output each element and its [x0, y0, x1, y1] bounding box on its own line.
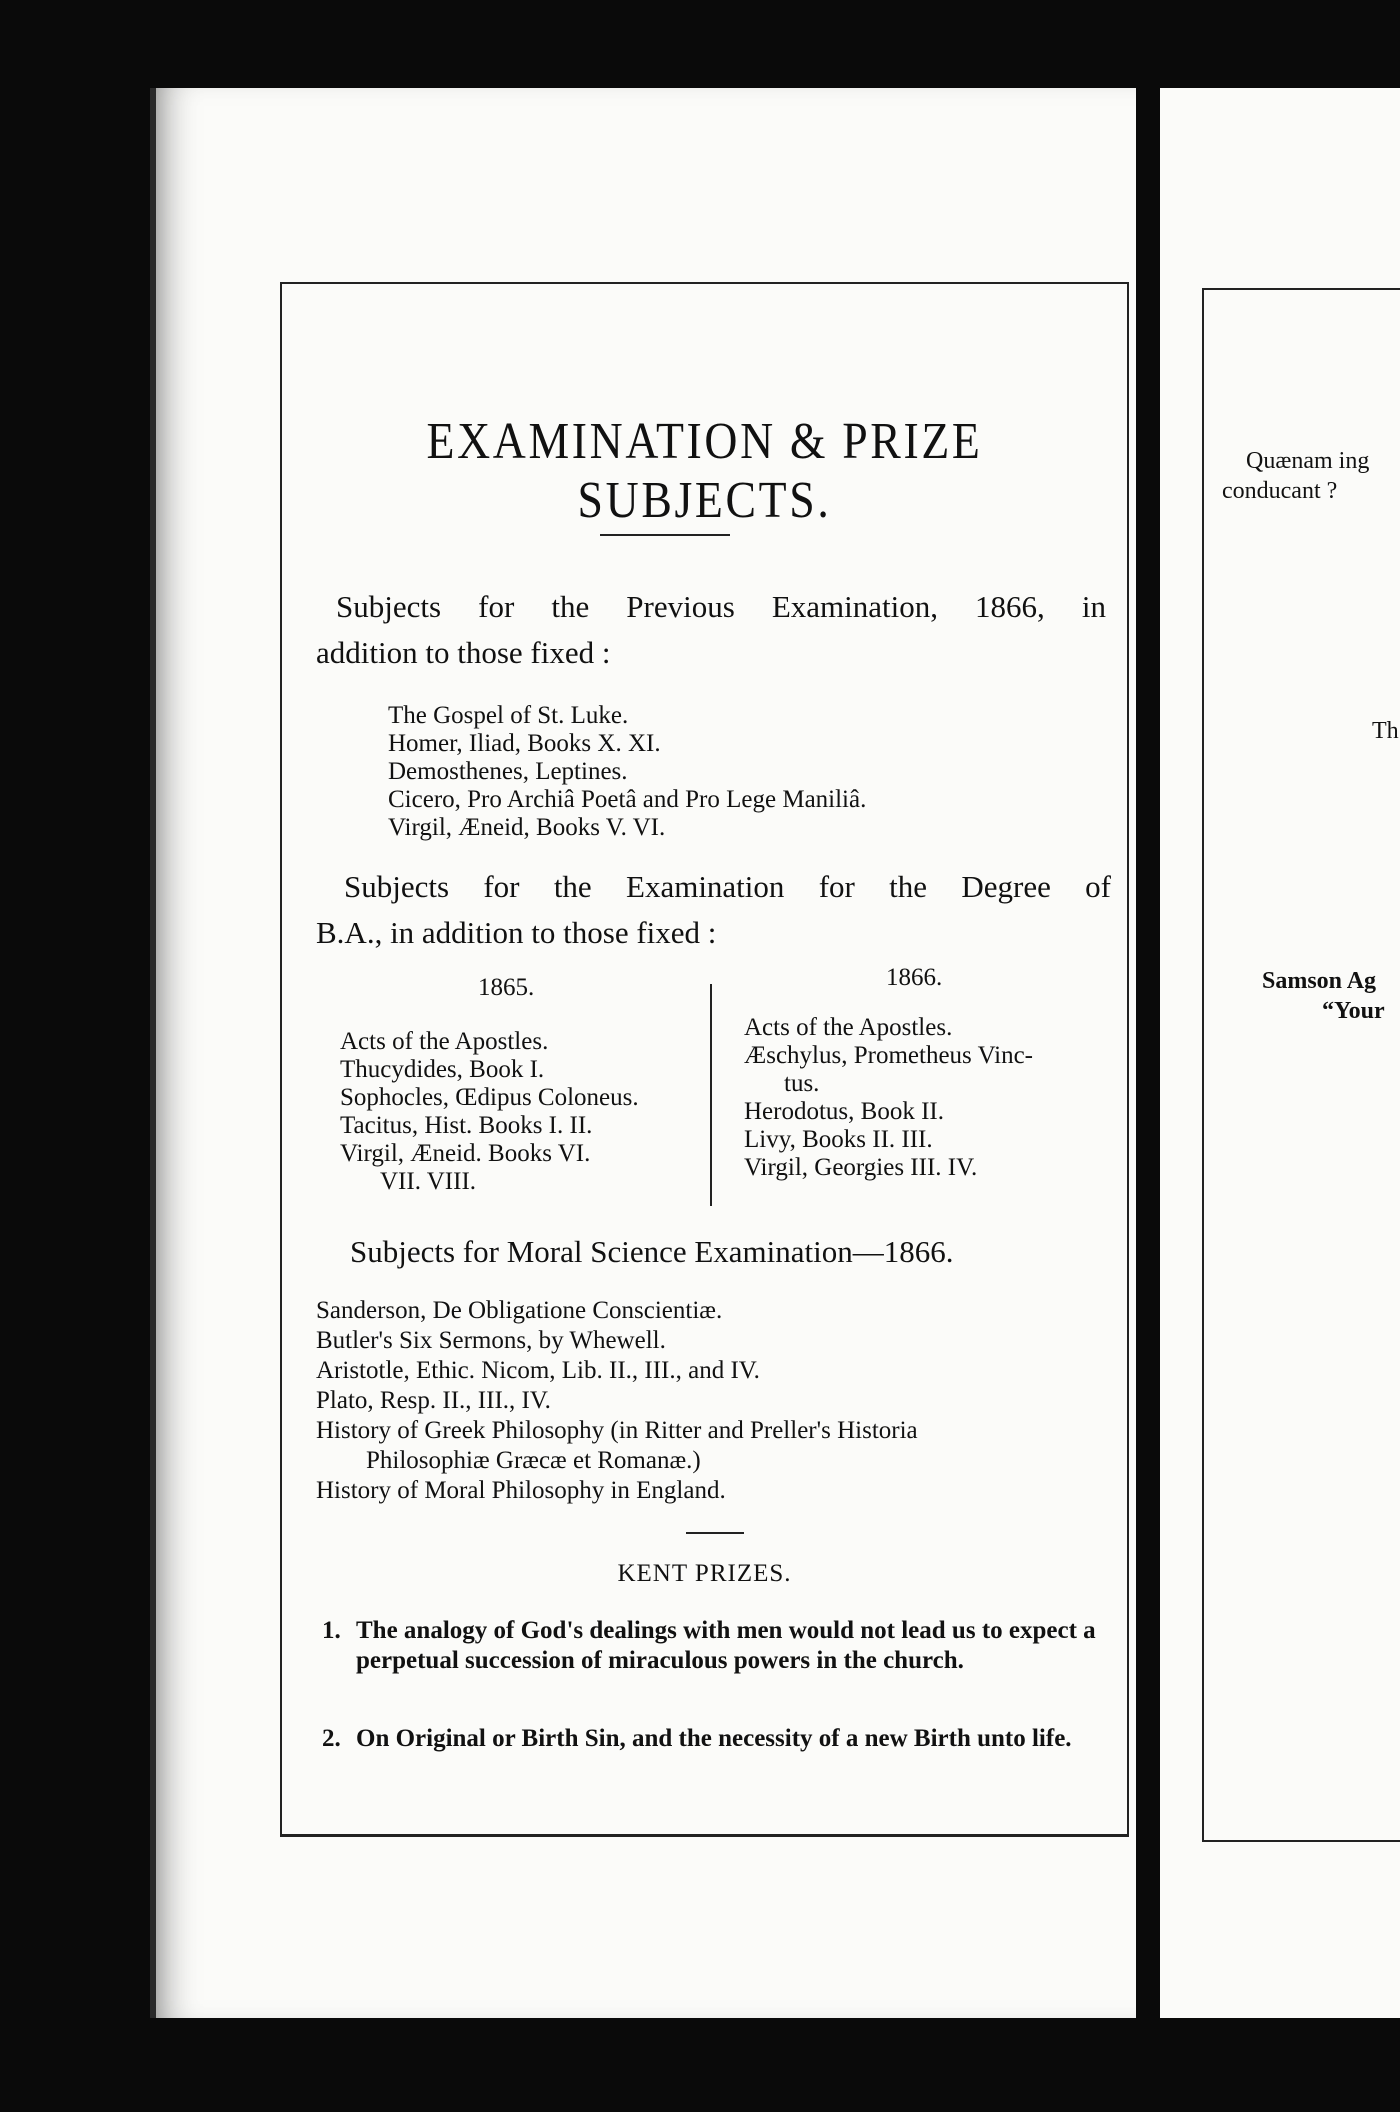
previous-intro-line: Subjects for the Previous Examination, 1866, in: [336, 589, 1106, 624]
list-item: Plato, Resp. II., III., IV.: [316, 1387, 551, 1414]
right-page-text: Quænam ing: [1246, 448, 1370, 474]
section-rule: [686, 1532, 744, 1534]
moral-heading: Subjects for Moral Science Examination—1866.: [350, 1234, 954, 1269]
column-year-1866: 1866.: [886, 964, 943, 991]
list-item: Herodotus, Book II.: [744, 1098, 944, 1125]
list-item: Demosthenes, Leptines.: [388, 758, 628, 785]
prize-number: 2.: [322, 1725, 341, 1752]
previous-intro: [316, 584, 1106, 676]
title-rule: [600, 534, 730, 536]
moral-list: [316, 1296, 918, 1506]
list-item: Sanderson, De Obligatione Conscientiæ.: [316, 1297, 723, 1324]
list-item: VII. VIII.: [380, 1168, 477, 1195]
column-divider: [710, 984, 712, 1206]
right-page-text: conducant ?: [1222, 478, 1338, 504]
ba-intro: [316, 864, 1111, 956]
list-item: The Gospel of St. Luke.: [388, 702, 629, 729]
right-page-frame: [1202, 288, 1400, 1842]
prize-text: The analogy of God's dealings with men would not lead us to expect a perpetual succession of miraculous powers in the church.: [356, 1617, 1096, 1674]
previous-intro-line: addition to those fixed :: [316, 635, 611, 670]
list-item: tus.: [784, 1070, 820, 1097]
list-item: Virgil, Æneid, Books V. VI.: [388, 814, 666, 841]
list-item: Butler's Six Sermons, by Whewell.: [316, 1327, 666, 1354]
list-item: Aristotle, Ethic. Nicom, Lib. II., III., and IV.: [316, 1357, 760, 1384]
ba-1865-list: [340, 1028, 639, 1196]
list-item: Homer, Iliad, Books X. XI.: [388, 730, 661, 757]
list-item: Acts of the Apostles.: [340, 1028, 549, 1055]
prize-text: On Original or Birth Sin, and the necessity of a new Birth unto life.: [356, 1725, 1072, 1752]
list-item: Philosophiæ Græcæ et Romanæ.): [366, 1447, 701, 1474]
right-page-text: “Your: [1322, 998, 1385, 1024]
content-frame: [280, 282, 1129, 1837]
list-item: Cicero, Pro Archiâ Poetâ and Pro Lege Maniliâ.: [388, 786, 867, 813]
list-item: History of Greek Philosophy (in Ritter and Preller's Historia: [316, 1417, 918, 1444]
list-item: Æschylus, Prometheus Vinc-: [744, 1042, 1033, 1069]
list-item: Tacitus, Hist. Books I. II.: [340, 1112, 593, 1139]
column-year-1865: 1865.: [478, 974, 535, 1001]
right-page: [1160, 88, 1400, 2018]
list-item: Virgil, Æneid. Books VI.: [340, 1140, 591, 1167]
previous-list: [388, 702, 866, 842]
list-item: Sophocles, Œdipus Coloneus.: [340, 1084, 639, 1111]
list-item: Acts of the Apostles.: [744, 1014, 953, 1041]
list-item: Livy, Books II. III.: [744, 1126, 933, 1153]
list-item: History of Moral Philosophy in England.: [316, 1477, 726, 1504]
page-title: EXAMINATION & PRIZE SUBJECTS.: [426, 413, 983, 529]
list-item: Thucydides, Book I.: [340, 1056, 545, 1083]
right-page-text: Samson Ag: [1262, 968, 1377, 994]
prize-item: [322, 1616, 1112, 1676]
right-page-text: Th: [1372, 718, 1399, 744]
kent-prizes-heading: KENT PRIZES.: [617, 1560, 792, 1587]
prize-item: [322, 1724, 1112, 1754]
prize-number: 1.: [322, 1617, 341, 1644]
ba-intro-line: Subjects for the Examination for the Degree of: [344, 869, 1111, 904]
list-item: Virgil, Georgies III. IV.: [744, 1154, 978, 1181]
ba-1866-list: [744, 1014, 1033, 1182]
ba-intro-line: B.A., in addition to those fixed :: [316, 915, 717, 950]
